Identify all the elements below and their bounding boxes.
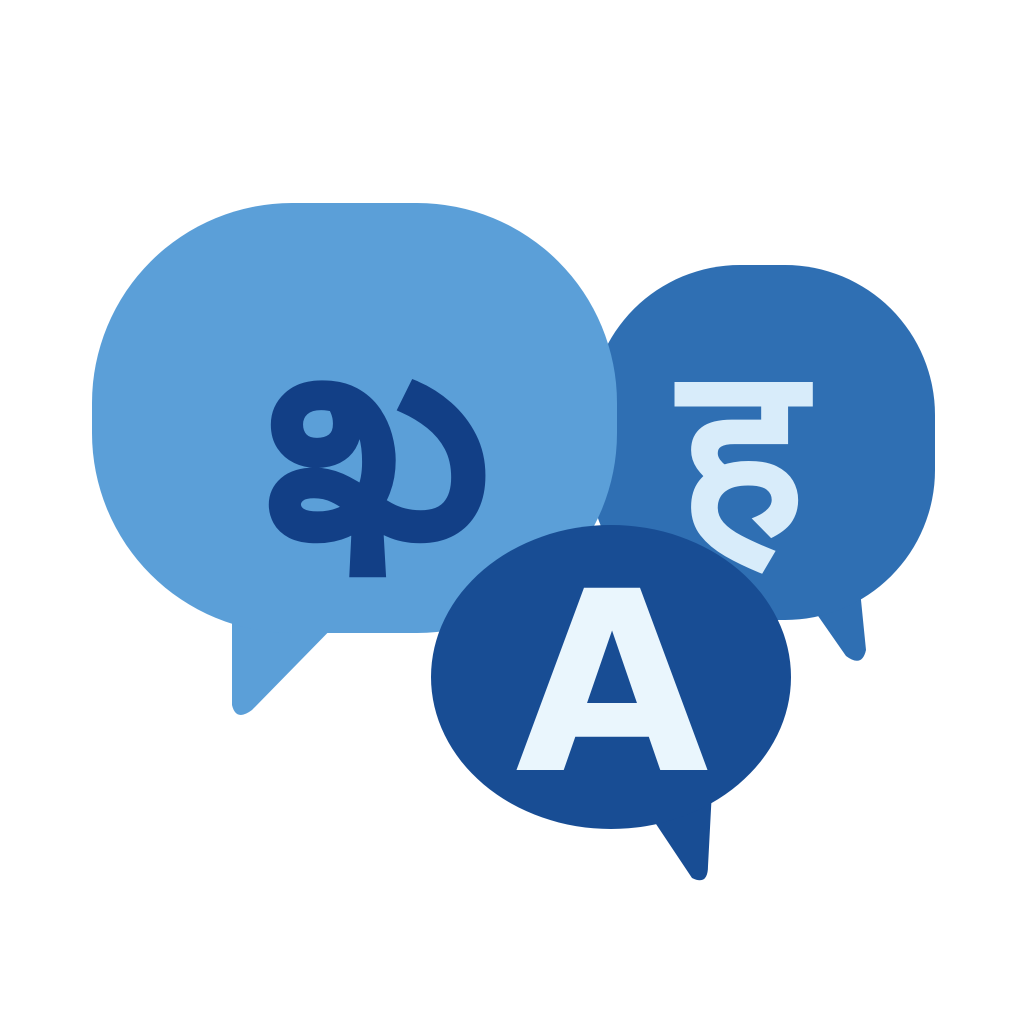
speech-bubble-latin <box>431 525 791 880</box>
bubble-light-glyph: ఖ <box>264 257 492 606</box>
bubble-dark-glyph: A <box>515 538 709 829</box>
bubble-mid-glyph: ह <box>678 312 806 592</box>
